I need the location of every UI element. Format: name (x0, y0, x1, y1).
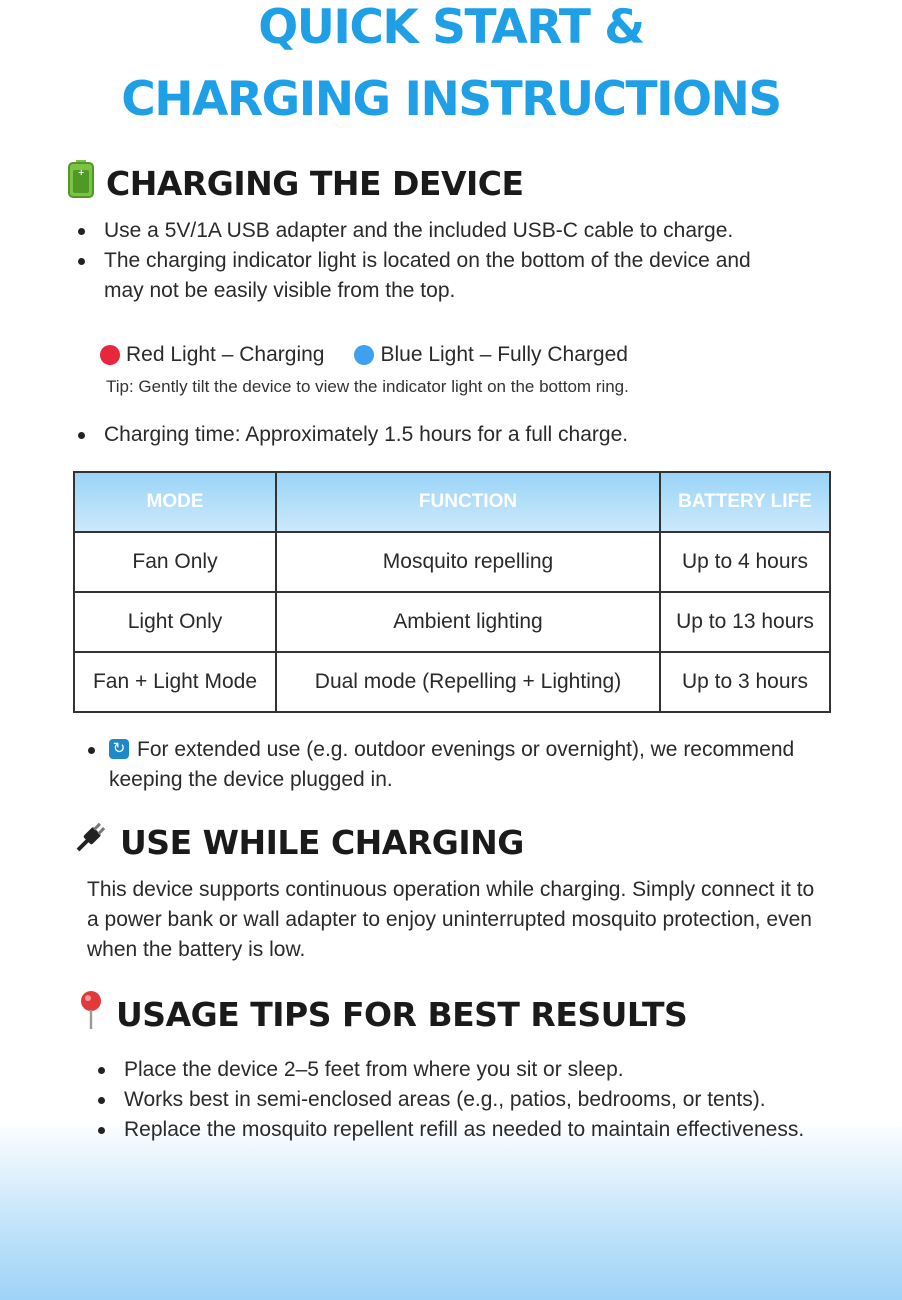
while-charging-text: This device supports continuous operation while charging. Simply connect it to a power bank or wall adapter to enjoy uninterrupted mosquito protection, even when the battery is low. (87, 878, 815, 961)
title-line-2: CHARGING INSTRUCTIONS (121, 72, 781, 127)
refresh-icon: ↻ (109, 739, 129, 759)
list-item: The charging indicator light is located on the bottom of the device and may not be easily visible from the top. (74, 246, 764, 306)
list-item: Works best in semi-enclosed areas (e.g., patios, bedrooms, or tents). (94, 1085, 814, 1115)
plug-icon (72, 820, 108, 864)
charging-time-list (74, 420, 774, 450)
table-cell: Up to 3 hours (660, 652, 830, 712)
red-dot-icon (100, 345, 120, 365)
charging-heading-text: CHARGING THE DEVICE (106, 163, 524, 203)
table-cell: Dual mode (Repelling + Lighting) (276, 652, 660, 712)
table-row (74, 652, 830, 712)
note-text: For extended use (e.g. outdoor evenings or overnight), we recommend keeping the device plugged in. (109, 738, 795, 791)
table-header-row (74, 472, 830, 532)
battery-icon (68, 160, 94, 206)
list-item: Charging time: Approximately 1.5 hours for a full charge. (74, 420, 774, 450)
table-row (74, 532, 830, 592)
title-line-1: QUICK START & (258, 0, 644, 55)
pushpin-icon (78, 990, 104, 1038)
charging-bullet-list (74, 216, 764, 306)
header-mode: MODE (74, 472, 276, 532)
red-light-label: Red Light – Charging (126, 343, 325, 366)
list-item: Use a 5V/1A USB adapter and the included USB-C cable to charge. (74, 216, 764, 246)
tip-text: Tip: Gently tilt the device to view the indicator light on the bottom ring. (106, 377, 629, 396)
list-item: Replace the mosquito repellent refill as needed to maintain effectiveness. (94, 1115, 814, 1145)
header-function: FUNCTION (276, 472, 660, 532)
table-cell: Mosquito repelling (276, 532, 660, 592)
table-cell: Fan + Light Mode (74, 652, 276, 712)
charging-heading (68, 160, 524, 206)
table-cell: Ambient lighting (276, 592, 660, 652)
svg-text:+: + (77, 168, 85, 177)
table-cell: Up to 13 hours (660, 592, 830, 652)
while-charging-heading-text: USE WHILE CHARGING (120, 822, 524, 862)
header-battery-life: BATTERY LIFE (660, 472, 830, 532)
table-cell: Up to 4 hours (660, 532, 830, 592)
usage-tips-list (94, 1055, 814, 1145)
indicator-legend (100, 340, 628, 370)
usage-tips-heading-text: USAGE TIPS FOR BEST RESULTS (116, 994, 688, 1034)
bullet-dot (88, 747, 95, 754)
table-cell: Fan Only (74, 532, 276, 592)
mode-table (73, 471, 831, 713)
table-cell: Light Only (74, 592, 276, 652)
usage-tips-heading (78, 990, 687, 1038)
while-charging-heading (72, 820, 524, 864)
blue-light-label: Blue Light – Fully Charged (380, 343, 628, 366)
list-item: Place the device 2–5 feet from where you sit or sleep. (94, 1055, 814, 1085)
table-row (74, 592, 830, 652)
blue-dot-icon (354, 345, 374, 365)
extended-use-note (88, 735, 809, 795)
